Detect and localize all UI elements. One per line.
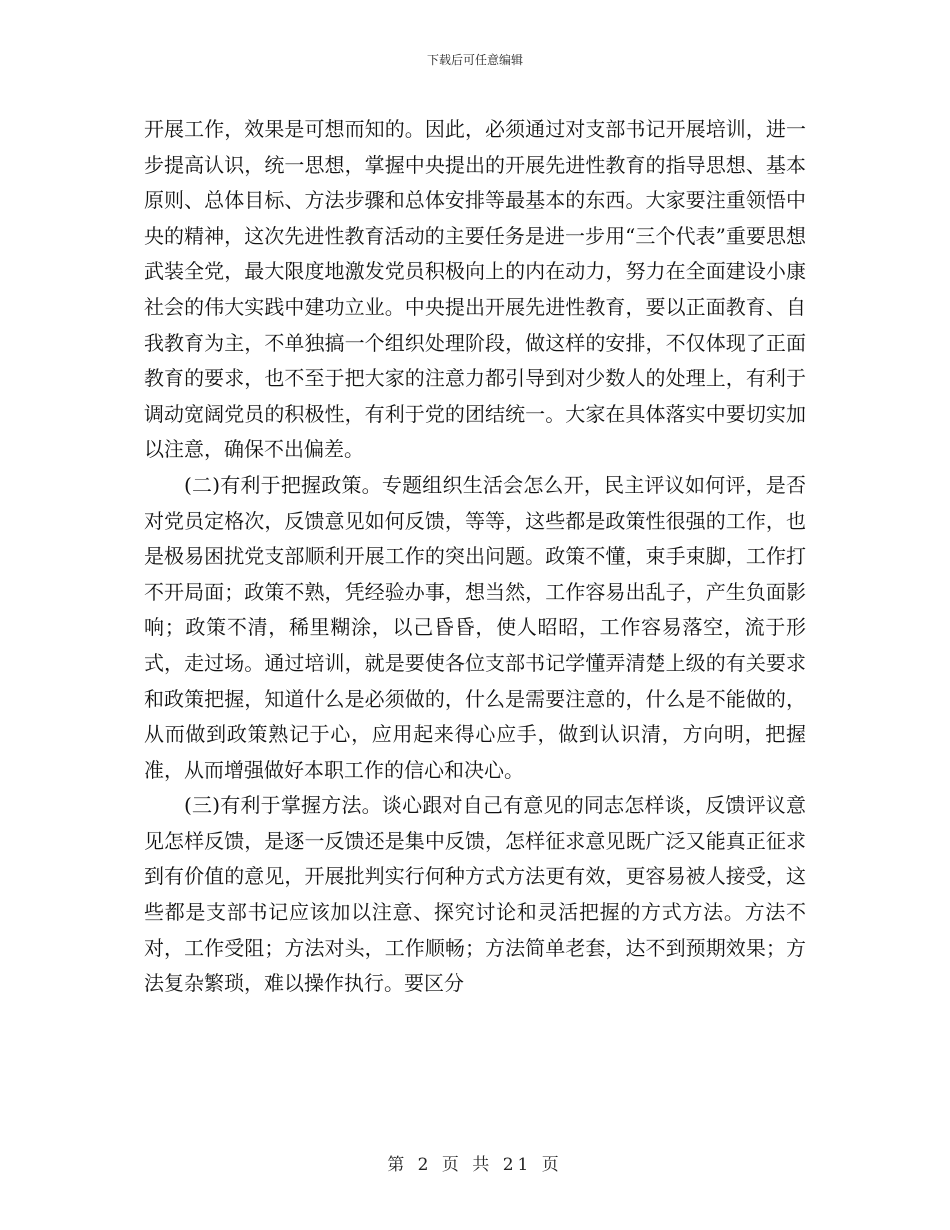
- paragraph-section-two: (二)有利于把握政策。专题组织生活会怎么开，民主评议如何评，是否对党员定格次，反馈意见如何反馈，等等，这些都是政策性很强的工作，也是极易困扰党支部顺利开展工作的突出问题。政策不懂，束手束脚，工作打不开局面；政策不熟，凭经验办事，想当然，工作容易出乱子，产生负面影响；政策不清，稀里糊涂，以己昏昏，使人昭昭，工作容易落空，流于形式，走过场。通过培训，就是要使各位支部书记学懂弄清楚上级的有关要求和政策把握，知道什么是必须做的，什么是需要注意的，什么是不能做的，从而做到政策熟记于心，应用起来得心应手，做到认识清，方向明，把握准，从而增强做好本职工作的信心和决心。: [144, 472, 806, 782]
- page-header: 下载后可任意编辑: [426, 53, 523, 67]
- paragraph-section-three: (三)有利于掌握方法。谈心跟对自己有意见的同志怎样谈，反馈评议意见怎样反馈，是逐一反馈还是集中反馈，怎样征求意见既广泛又能真正征求到有价值的意见，开展批判实行何种方式方法更有效，更容易被人接受，这些都是支部书记应该加以注意、探究讨论和灵活把握的方式方法。方法不对，工作受阻；方法对头，工作顺畅；方法简单老套，达不到预期效果；方法复杂繁琐，难以操作执行。要区分: [144, 793, 806, 996]
- paragraph-continuation: 开展工作，效果是可想而知的。因此，必须通过对支部书记开展培训，进一步提高认识，统一思想，掌握中央提出的开展先进性教育的指导思想、基本原则、总体目标、方法步骤和总体安排等最基本的东西。大家要注重领悟中央的精神，这次先进性教育活动的主要任务是进一步用“三个代表”重要思想武装全党，最大限度地激发党员积极向上的内在动力，努力在全面建设小康社会的伟大实践中建功立业。中央提出开展先进性教育，要以正面教育、自我教育为主，不单独搞一个组织处理阶段，做这样的安排，不仅体现了正面教育的要求，也不至于把大家的注意力都引导到对少数人的处理上，有利于调动宽阔党员的积极性，有利于党的团结统一。大家在具体落实中要切实加以注意，确保不出偏差。: [144, 117, 806, 462]
- page-number-footer: 第 2 页 共 21 页: [387, 1155, 563, 1175]
- document-body: [144, 112, 806, 1002]
